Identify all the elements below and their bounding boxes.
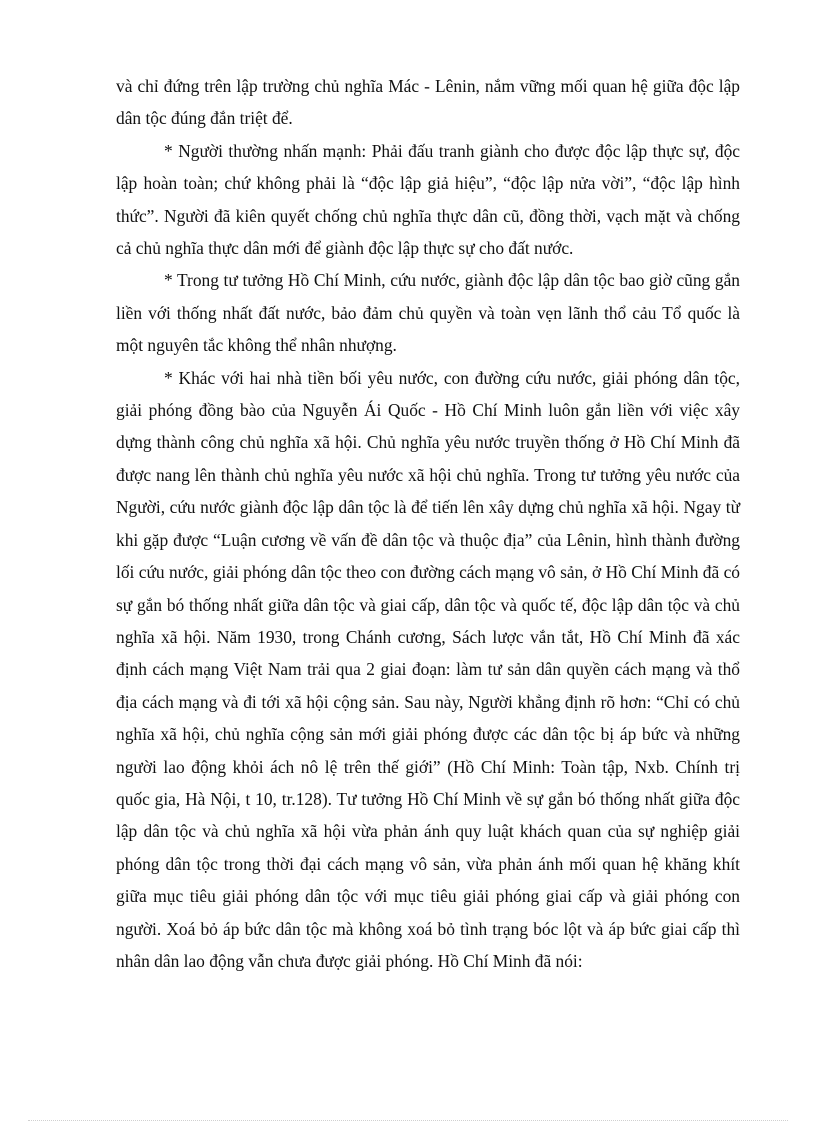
paragraph-2: * Người thường nhấn mạnh: Phải đấu tranh giành cho được độc lập thực sự, độc lập hoàn toàn; chứ không phải là “độc lập giả hiệu”, “độc lập nửa vời”, “độc lập hình thức”. Người đã kiên quyết chống chủ nghĩa thực dân cũ, đồng thời, vạch mặt và chống cả chủ nghĩa thực dân mới để giành độc lập thực sự cho đất nước. xyxy=(116,140,740,259)
paragraph-1: và chỉ đứng trên lập trường chủ nghĩa Mác - Lênin, nắm vững mối quan hệ giữa độc lập dân tộc đúng đắn triệt để. xyxy=(116,76,740,129)
paragraph-3: * Trong tư tưởng Hồ Chí Minh, cứu nước, giành độc lập dân tộc bao giờ cũng gắn liền với thống nhất đất nước, bảo đảm chủ quyền và toàn vẹn lãnh thổ cảu Tổ quốc là một nguyên tắc không thể nhân nhượng. xyxy=(116,270,740,356)
document-page xyxy=(116,70,740,977)
paragraph-4: * Khác với hai nhà tiền bối yêu nước, con đường cứu nước, giải phóng dân tộc, giải phóng đồng bào của Nguyễn Ái Quốc - Hồ Chí Minh luôn gắn liền với việc xây dựng thành công chủ nghĩa xã hội. Chủ nghĩa yêu nước truyền thống ở Hồ Chí Minh đã được nang lên thành chủ nghĩa yêu nước xã hội chủ nghĩa. Trong tư tưởng yêu nước của Người, cứu nước giành độc lập dân tộc là để tiến lên xây dựng chủ nghĩa xã hội. Ngay từ khi gặp được “Luận cương về vấn đề dân tộc và thuộc địa” của Lênin, hình thành đường lối cứu nước, giải phóng dân tộc theo con đường cách mạng vô sản, ở Hồ Chí Minh đã có sự gắn bó thống nhất giữa dân tộc và giai cấp, dân tộc và quốc tế, độc lập dân tộc và chủ nghĩa xã hội. Năm 1930, trong Chánh cương, Sách lược vắn tắt, Hồ Chí Minh đã xác định cách mạng Việt Nam trải qua 2 giai đoạn: làm tư sản dân quyền cách mạng và thổ địa cách mạng và đi tới xã hội cộng sản. Sau này, Người khẳng định rõ hơn: “Chỉ có chủ nghĩa xã hội, chủ nghĩa cộng sản mới giải phóng được các dân tộc bị áp bức và những người lao động khỏi ách nô lệ trên thế giới” (Hồ Chí Minh: Toàn tập, Nxb. Chính trị quốc gia, Hà Nội, t 10, tr.128). Tư tưởng Hồ Chí Minh về sự gắn bó thống nhất giữa độc lập dân tộc và chủ nghĩa xã hội vừa phản ánh quy luật khách quan của sự nghiệp giải phóng dân tộc trong thời đại cách mạng vô sản, vừa phản ánh mối quan hệ khăng khít giữa mục tiêu giải phóng dân tộc với mục tiêu giải phóng giai cấp và giải phóng con người. Xoá bỏ áp bức dân tộc mà không xoá bỏ tình trạng bóc lột và áp bức giai cấp thì nhân dân lao động vẫn chưa được giải phóng. Hồ Chí Minh đã nói: xyxy=(116,367,740,971)
page-bottom-divider xyxy=(28,1120,788,1121)
